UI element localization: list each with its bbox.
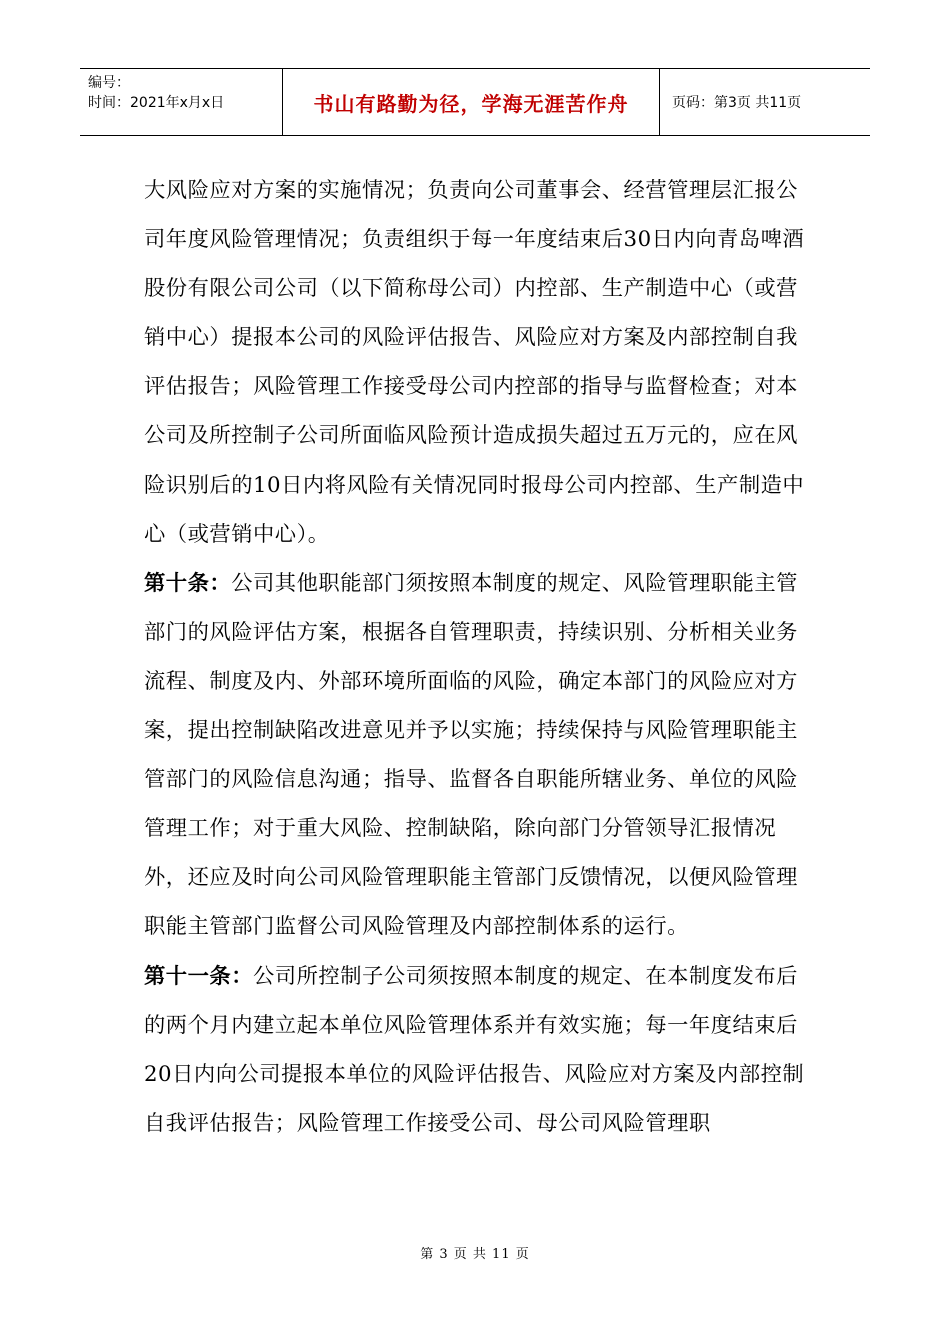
page-footer: 第 3 页 共 11 页 (420, 1247, 530, 1262)
article-10-label: 第十条： (144, 570, 232, 596)
paragraph-continued: 大风险应对方案的实施情况；负责向公司董事会、经营管理层汇报公司年度风险管理情况；负责组织于每一年度结束后30日内向青岛啤酒股份有限公司公司（以下简称母公司）内控部、生产制造中心（或营销中心）提报本公司的风险评估报告、风险应对方案及内部控制自我评估报告；风险管理工作接受母公司内控部的指导与监督检查；对本公司及所控制子公司所面临风险预计造成损失超过五万元的，应在风险识别后的10日内将风险有关情况同时报母公司内控部、生产制造中心（或营销中心）。 (144, 178, 805, 547)
page-header (80, 68, 870, 136)
article-11-label: 第十一条： (144, 963, 253, 989)
header-page-number: 页码：第3页 共11页 (672, 95, 802, 111)
article-11-text: 公司所控制子公司须按照本制度的规定、在本制度发布后的两个月内建立起本单位风险管理体系并有效实施；每一年度结束后20日内向公司提报本单位的风险评估报告、风险应对方案及内部控制自我评估报告；风险管理工作接受公司、母公司风险管理职 (144, 963, 805, 1136)
article-10-text: 公司其他职能部门须按照本制度的规定、风险管理职能主管部门的风险评估方案，根据各自管理职责，持续识别、分析相关业务流程、制度及内、外部环境所面临的风险，确定本部门的风险应对方案，提出控制缺陷改进意见并予以实施；持续保持与风险管理职能主管部门的风险信息沟通；指导、监督各自职能所辖业务、单位的风险管理工作；对于重大风险、控制缺陷，除向部门分管领导汇报情况外，还应及时向公司风险管理职能主管部门反馈情况，以便风险管理职能主管部门监督公司风险管理及内部控制体系的运行。 (144, 570, 798, 940)
document-date: 时间：2021年x月x日 (88, 95, 225, 111)
header-info-cell (80, 69, 283, 135)
document-body (144, 166, 814, 1148)
header-motto: 书山有路勤为径，学海无涯苦作舟 (283, 69, 660, 135)
document-number: 编号： (88, 75, 130, 91)
article-11 (144, 952, 814, 1148)
article-10 (144, 559, 814, 952)
